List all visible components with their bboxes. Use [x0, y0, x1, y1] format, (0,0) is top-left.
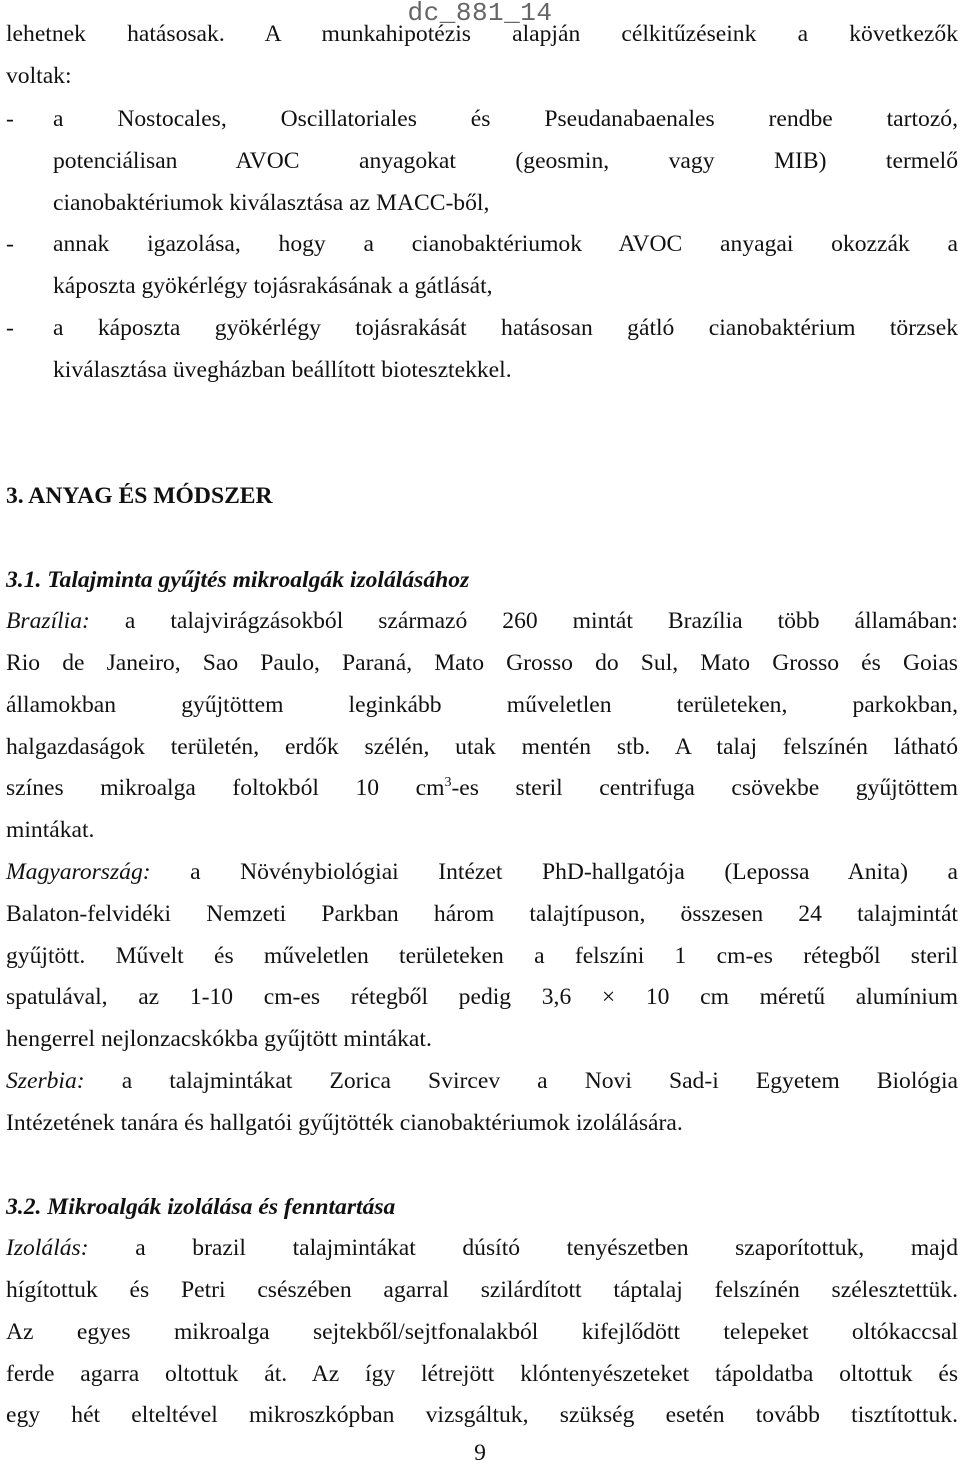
- brazil-label: Brazília:: [6, 608, 90, 634]
- brazil-text: -es steril centrifuga csövekbe gyűjtöttem: [451, 775, 958, 801]
- isolation-line-5: egy hét elteltével mikroszkópban vizsgáltuk, szükség esetén tovább tisztítottuk.: [6, 1402, 958, 1428]
- isolation-line-4: ferde agarra oltottuk át. Az így létrejött klóntenyészeteket tápoldatba oltottuk és: [6, 1361, 958, 1387]
- section-3-2-title: 3.2. Mikroalgák izolálása és fenntartása: [6, 1194, 396, 1220]
- document-id-header: dc_881_14: [407, 0, 553, 28]
- intro-line-1: lehetnek hatásosak. A munkahipotézis alapján célkitűzéseink a következők: [6, 21, 958, 47]
- objective-1-line-2: potenciálisan AVOC anyagokat (geosmin, vagy MIB) termelő: [53, 148, 958, 174]
- serbia-text: a talajmintákat Zorica Svircev a Novi Sad-i Egyetem Biológia: [84, 1068, 958, 1094]
- brazil-line-3: államokban gyűjtöttem leginkább műveletlen területeken, parkokban,: [6, 692, 958, 718]
- objective-3-line-2: kiválasztása üvegházban beállított biotesztekkel.: [53, 357, 512, 383]
- objective-1-line-3: cianobaktériumok kiválasztása az MACC-ből,: [53, 190, 490, 216]
- hungary-line-4: spatulával, az 1-10 cm-es rétegből pedig 3,6 × 10 cm méretű alumínium: [6, 984, 958, 1010]
- hungary-line-2: Balaton-felvidéki Nemzeti Parkban három talajtípuson, összesen 24 talajmintát: [6, 901, 958, 927]
- brazil-text: színes mikroalga foltokból 10 cm: [6, 775, 445, 801]
- section-3-title: 3. ANYAG ÉS MÓDSZER: [6, 483, 273, 509]
- objective-2-line-1: annak igazolása, hogy a cianobaktériumok AVOC anyagai okozzák a: [53, 231, 958, 257]
- brazil-line-6: mintákat.: [6, 817, 95, 843]
- serbia-label: Szerbia:: [6, 1068, 85, 1094]
- brazil-line-1: [6, 606, 958, 636]
- hungary-line-5: hengerrel nejlonzacskókba gyűjtött mintákat.: [6, 1026, 432, 1052]
- isolation-line-3: Az egyes mikroalga sejtekből/sejtfonalakból kifejlődött telepeket oltókaccsal: [6, 1319, 958, 1345]
- superscript: 3: [444, 775, 452, 790]
- brazil-line-2: Rio de Janeiro, Sao Paulo, Paraná, Mato Grosso do Sul, Mato Grosso és Goias: [6, 650, 958, 676]
- objective-1-line-1: a Nostocales, Oscillatoriales és Pseudanabaenales rendbe tartozó,: [53, 106, 958, 132]
- page-number: 9: [474, 1440, 486, 1466]
- isolation-text: a brazil talajmintákat dúsító tenyészetben szaporítottuk, majd: [88, 1235, 958, 1261]
- isolation-line-1: [6, 1233, 958, 1263]
- bullet-dash: -: [6, 315, 14, 341]
- intro-line-2: voltak:: [6, 63, 72, 89]
- bullet-dash: -: [6, 106, 14, 132]
- serbia-line-2: Intézetének tanára és hallgatói gyűjtötték cianobaktériumok izolálására.: [6, 1110, 683, 1136]
- bullet-dash: -: [6, 231, 14, 257]
- brazil-line-5: [6, 773, 958, 803]
- hungary-label: Magyarország:: [6, 859, 151, 885]
- brazil-line-4: halgazdaságok területén, erdők szélén, utak mentén stb. A talaj felszínén látható: [6, 734, 958, 760]
- hungary-text: a Növénybiológiai Intézet PhD-hallgatója (Lepossa Anita) a: [150, 859, 958, 885]
- isolation-label: Izolálás:: [6, 1235, 89, 1261]
- hungary-line-3: gyűjtött. Művelt és műveletlen területeken a felszíni 1 cm-es rétegből steril: [6, 943, 958, 969]
- objective-2-line-2: káposzta gyökérlégy tojásrakásának a gátlását,: [53, 273, 493, 299]
- hungary-line-1: [6, 857, 958, 887]
- brazil-text: a talajvirágzásokból származó 260 mintát Brazília több államában:: [89, 608, 958, 634]
- section-3-1-title: 3.1. Talajminta gyűjtés mikroalgák izolálásához: [6, 567, 470, 593]
- isolation-line-2: hígítottuk és Petri csészében agarral szilárdított táptalaj felszínén szélesztettük.: [6, 1277, 958, 1303]
- serbia-line-1: [6, 1066, 958, 1096]
- objective-3-line-1: a káposzta gyökérlégy tojásrakását hatásosan gátló cianobaktérium törzsek: [53, 315, 958, 341]
